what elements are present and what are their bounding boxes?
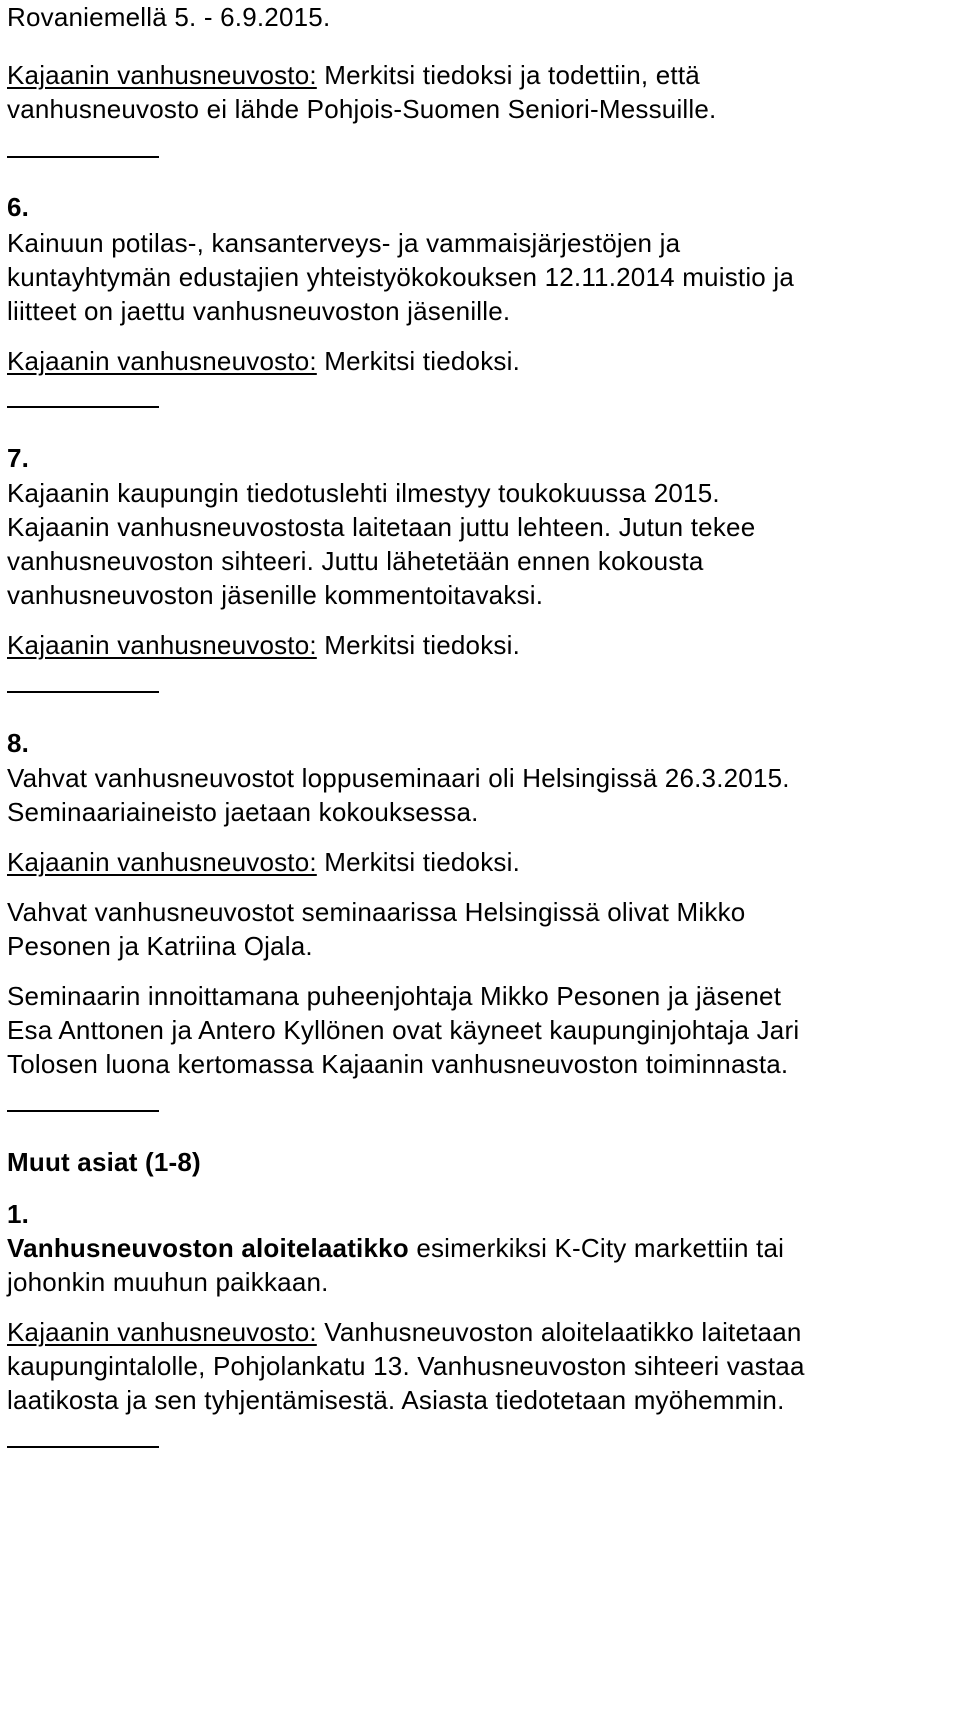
council-label: Kajaanin vanhusneuvosto: bbox=[7, 346, 317, 376]
council-label: Kajaanin vanhusneuvosto: bbox=[7, 630, 317, 660]
sec5-decision-line-2: vanhusneuvosto ei lähde Pohjois-Suomen Seniori-Messuille. bbox=[7, 94, 717, 124]
sec6-text-line-1: Kainuun potilas-, kansanterveys- ja vammaisjärjestöjen ja bbox=[7, 228, 681, 258]
section-divider bbox=[7, 1446, 159, 1448]
section-divider bbox=[7, 156, 159, 158]
sec6-number: 6. bbox=[7, 192, 30, 222]
sec8-text-line-2: Seminaariaineisto jaetaan kokouksessa. bbox=[7, 797, 479, 827]
sec7-text-line-1: Kajaanin kaupungin tiedotuslehti ilmestyy toukokuussa 2015. bbox=[7, 478, 720, 508]
muut-item-text-line-1: Vanhusneuvoston aloitelaatikko esimerkiksi K-City markettiin tai bbox=[7, 1233, 785, 1263]
muut-decision-line-2: kaupungintalolle, Pohjolankatu 13. Vanhusneuvoston sihteeri vastaa bbox=[7, 1351, 805, 1381]
sec8-text-line-1: Vahvat vanhusneuvostot loppuseminaari oli Helsingissä 26.3.2015. bbox=[7, 763, 790, 793]
sec7-text-line-4: vanhusneuvoston jäsenille kommentoitavaksi. bbox=[7, 580, 544, 610]
council-label: Kajaanin vanhusneuvosto: bbox=[7, 847, 317, 877]
council-label: Kajaanin vanhusneuvosto: bbox=[7, 1317, 317, 1347]
sec7-number: 7. bbox=[7, 443, 30, 473]
sec7-decision-line: Kajaanin vanhusneuvosto: Merkitsi tiedoksi. bbox=[7, 630, 520, 660]
aloitelaatikko-term: Vanhusneuvoston aloitelaatikko bbox=[7, 1233, 409, 1263]
sec6-text-line-2: kuntayhtymän edustajien yhteistyökokouksen 12.11.2014 muistio ja bbox=[7, 262, 795, 292]
sec6-decision-line: Kajaanin vanhusneuvosto: Merkitsi tiedoksi. bbox=[7, 346, 520, 376]
muut-decision-line-3: laatikosta ja sen tyhjentämisestä. Asiasta tiedotetaan myöhemmin. bbox=[7, 1385, 785, 1415]
sec8-para2-line-2: Pesonen ja Katriina Ojala. bbox=[7, 931, 313, 961]
section-divider bbox=[7, 1110, 159, 1112]
sec5-decision-line-1: Kajaanin vanhusneuvosto: Merkitsi tiedoksi ja todettiin, että bbox=[7, 60, 700, 90]
muut-asiat-heading: Muut asiat (1-8) bbox=[7, 1147, 201, 1177]
sec8-para3-line-3: Tolosen luona kertomassa Kajaanin vanhusneuvoston toiminnasta. bbox=[7, 1049, 789, 1079]
section-divider bbox=[7, 691, 159, 693]
sec8-decision-line: Kajaanin vanhusneuvosto: Merkitsi tiedoksi. bbox=[7, 847, 520, 877]
muut-decision-line-1: Kajaanin vanhusneuvosto: Vanhusneuvoston aloitelaatikko laitetaan bbox=[7, 1317, 802, 1347]
sec8-number: 8. bbox=[7, 728, 30, 758]
muut-item-number: 1. bbox=[7, 1199, 30, 1229]
sec8-para2-line-1: Vahvat vanhusneuvostot seminaarissa Helsingissä olivat Mikko bbox=[7, 897, 746, 927]
meeting-place-line: Rovaniemellä 5. - 6.9.2015. bbox=[7, 2, 331, 32]
section-divider bbox=[7, 406, 159, 408]
sec8-para3-line-1: Seminaarin innoittamana puheenjohtaja Mikko Pesonen ja jäsenet bbox=[7, 981, 782, 1011]
muut-item-text-line-2: johonkin muuhun paikkaan. bbox=[7, 1267, 329, 1297]
sec8-para3-line-2: Esa Anttonen ja Antero Kyllönen ovat käyneet kaupunginjohtaja Jari bbox=[7, 1015, 800, 1045]
sec6-text-line-3: liitteet on jaettu vanhusneuvoston jäsenille. bbox=[7, 296, 511, 326]
sec7-text-line-2: Kajaanin vanhusneuvostosta laitetaan juttu lehteen. Jutun tekee bbox=[7, 512, 756, 542]
council-label: Kajaanin vanhusneuvosto: bbox=[7, 60, 317, 90]
sec7-text-line-3: vanhusneuvoston sihteeri. Juttu lähetetään ennen kokousta bbox=[7, 546, 704, 576]
